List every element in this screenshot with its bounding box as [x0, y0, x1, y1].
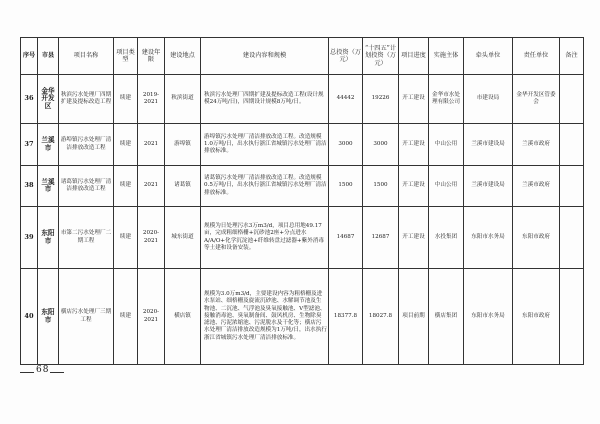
row-city: 东阳市	[38, 207, 59, 269]
row-city: 兰溪市	[38, 124, 59, 166]
table-row	[21, 207, 584, 269]
page-number: 68	[36, 365, 50, 375]
header-location: 建设地点	[165, 38, 201, 75]
row-seq: 39	[21, 207, 38, 269]
row-resp: 兰溪市政府	[513, 124, 560, 166]
row-remark	[560, 166, 584, 207]
row-period: 2021	[138, 166, 165, 207]
row-plan: 3000	[363, 124, 399, 166]
row-lead: 市建设局	[464, 75, 513, 124]
row-plan: 1500	[363, 166, 399, 207]
row-period: 2019-2021	[138, 75, 165, 124]
header-name: 项目名称	[59, 38, 114, 75]
row-entity: 中山公用	[429, 166, 464, 207]
row-type: 续建	[114, 166, 138, 207]
row-remark	[560, 207, 584, 269]
header-resp: 责任单位	[513, 38, 560, 75]
row-content: 游埠镇污水处理厂清洁排放改造工程。改造规模1.0万吨/日，出水执行浙江省城镇污水处理厂清洁排放标准。	[201, 124, 329, 166]
row-name: 秋滨污水处理厂四期扩建及提标改造工程	[59, 75, 114, 124]
row-progress: 开工建设	[399, 166, 429, 207]
row-type: 续建	[114, 75, 138, 124]
header-progress: 项目进度	[399, 38, 429, 75]
project-table	[20, 37, 584, 365]
header-lead: 牵头单位	[464, 38, 513, 75]
row-name: 市第二污水处理厂二期工程	[59, 207, 114, 269]
row-period: 2020-2021	[138, 269, 165, 365]
table-row	[21, 124, 584, 166]
row-location: 秋滨街道	[165, 75, 201, 124]
row-name: 横店污水处理厂三期工程	[59, 269, 114, 365]
header-remark: 备注	[560, 38, 584, 75]
row-progress: 开工建设	[399, 124, 429, 166]
table-row	[21, 75, 584, 124]
row-seq: 38	[21, 166, 38, 207]
row-city: 东阳市	[38, 269, 59, 365]
row-plan: 12687	[363, 207, 399, 269]
row-content: 规模为日处理污水3万m3/d，项目总用地49.17亩，完成粗细格栅+沉砂池2座+分点进水A/A/O+化学沉淀池+纤维转盘过滤器+紫外消毒等土建和设备安装。	[201, 207, 329, 269]
footer-rule-right	[50, 372, 64, 373]
table-row	[21, 166, 584, 207]
row-total: 1500	[329, 166, 363, 207]
row-content: 秋滨污水处理厂四期扩建及提标改造工程(设计规模24万吨/日)，四期设计规模8万吨/日。	[201, 75, 329, 124]
row-resp: 金华开发区管委会	[513, 75, 560, 124]
row-entity: 水投集团	[429, 207, 464, 269]
header-total: 总投资（万元）	[329, 38, 363, 75]
row-city: 兰溪市	[38, 166, 59, 207]
row-type: 续建	[114, 207, 138, 269]
row-name: 游埠镇污水处理厂清洁排放改造工程	[59, 124, 114, 166]
header-entity: 实施主体	[429, 38, 464, 75]
row-entity: 横店集团	[429, 269, 464, 365]
row-progress: 开工建设	[399, 75, 429, 124]
header-city: 市县	[38, 38, 59, 75]
row-period: 2020-2021	[138, 207, 165, 269]
row-total: 18377.8	[329, 269, 363, 365]
row-resp: 兰溪市政府	[513, 166, 560, 207]
header-plan: “十四五”计划投资（万元）	[363, 38, 399, 75]
row-location: 诸葛镇	[165, 166, 201, 207]
table-row	[21, 269, 584, 365]
row-lead: 东阳市水务局	[464, 207, 513, 269]
row-total: 3000	[329, 124, 363, 166]
row-content: 规模为3.0万m3/d，主要建设内容为粗格栅及进水泵站、细格栅及旋流沉砂池、水解调节池及生物池、二沉池、气浮池及臭氧接触池、V型滤池、接触消毒池、臭氧制备间、鼓风机房、生物除臭滤池、污泥浓缩池、污泥脱水及干化等；横店污水处理厂清洁排放改造规模为1万吨/日，出水执行浙江省城镇污水处理厂清洁排放标准。	[201, 269, 329, 365]
row-progress: 项目前期	[399, 269, 429, 365]
row-remark	[560, 269, 584, 365]
header-content: 建设内容和规模	[201, 38, 329, 75]
row-entity: 中山公用	[429, 124, 464, 166]
row-location: 游埠镇	[165, 124, 201, 166]
header-period: 建设年限	[138, 38, 165, 75]
row-progress: 开工建设	[399, 207, 429, 269]
row-lead: 兰溪市建设局	[464, 124, 513, 166]
row-entity: 金华市水处理有限公司	[429, 75, 464, 124]
row-seq: 40	[21, 269, 38, 365]
header-type: 项目类型	[114, 38, 138, 75]
row-total: 14687	[329, 207, 363, 269]
row-city: 金华开发区	[38, 75, 59, 124]
row-name: 诸葛镇污水处理厂清洁排放改造工程	[59, 166, 114, 207]
header-seq: 序号	[21, 38, 38, 75]
header-row	[21, 38, 584, 75]
row-resp: 东阳市政府	[513, 269, 560, 365]
row-lead: 东阳市水务局	[464, 269, 513, 365]
row-remark	[560, 124, 584, 166]
row-location: 横店镇	[165, 269, 201, 365]
row-plan: 18027.8	[363, 269, 399, 365]
row-type: 续建	[114, 124, 138, 166]
row-plan: 19226	[363, 75, 399, 124]
row-total: 44442	[329, 75, 363, 124]
row-remark	[560, 75, 584, 124]
row-resp: 东阳市政府	[513, 207, 560, 269]
footer-rule-left	[20, 372, 34, 373]
row-period: 2021	[138, 124, 165, 166]
row-seq: 36	[21, 75, 38, 124]
row-location: 城东街道	[165, 207, 201, 269]
row-lead: 兰溪市建设局	[464, 166, 513, 207]
row-type: 续建	[114, 269, 138, 365]
row-seq: 37	[21, 124, 38, 166]
row-content: 诸葛镇污水处理厂清洁排放改造工程。改造规模0.5万吨/日，出水执行浙江省城镇污水处理厂清洁排放标准。	[201, 166, 329, 207]
